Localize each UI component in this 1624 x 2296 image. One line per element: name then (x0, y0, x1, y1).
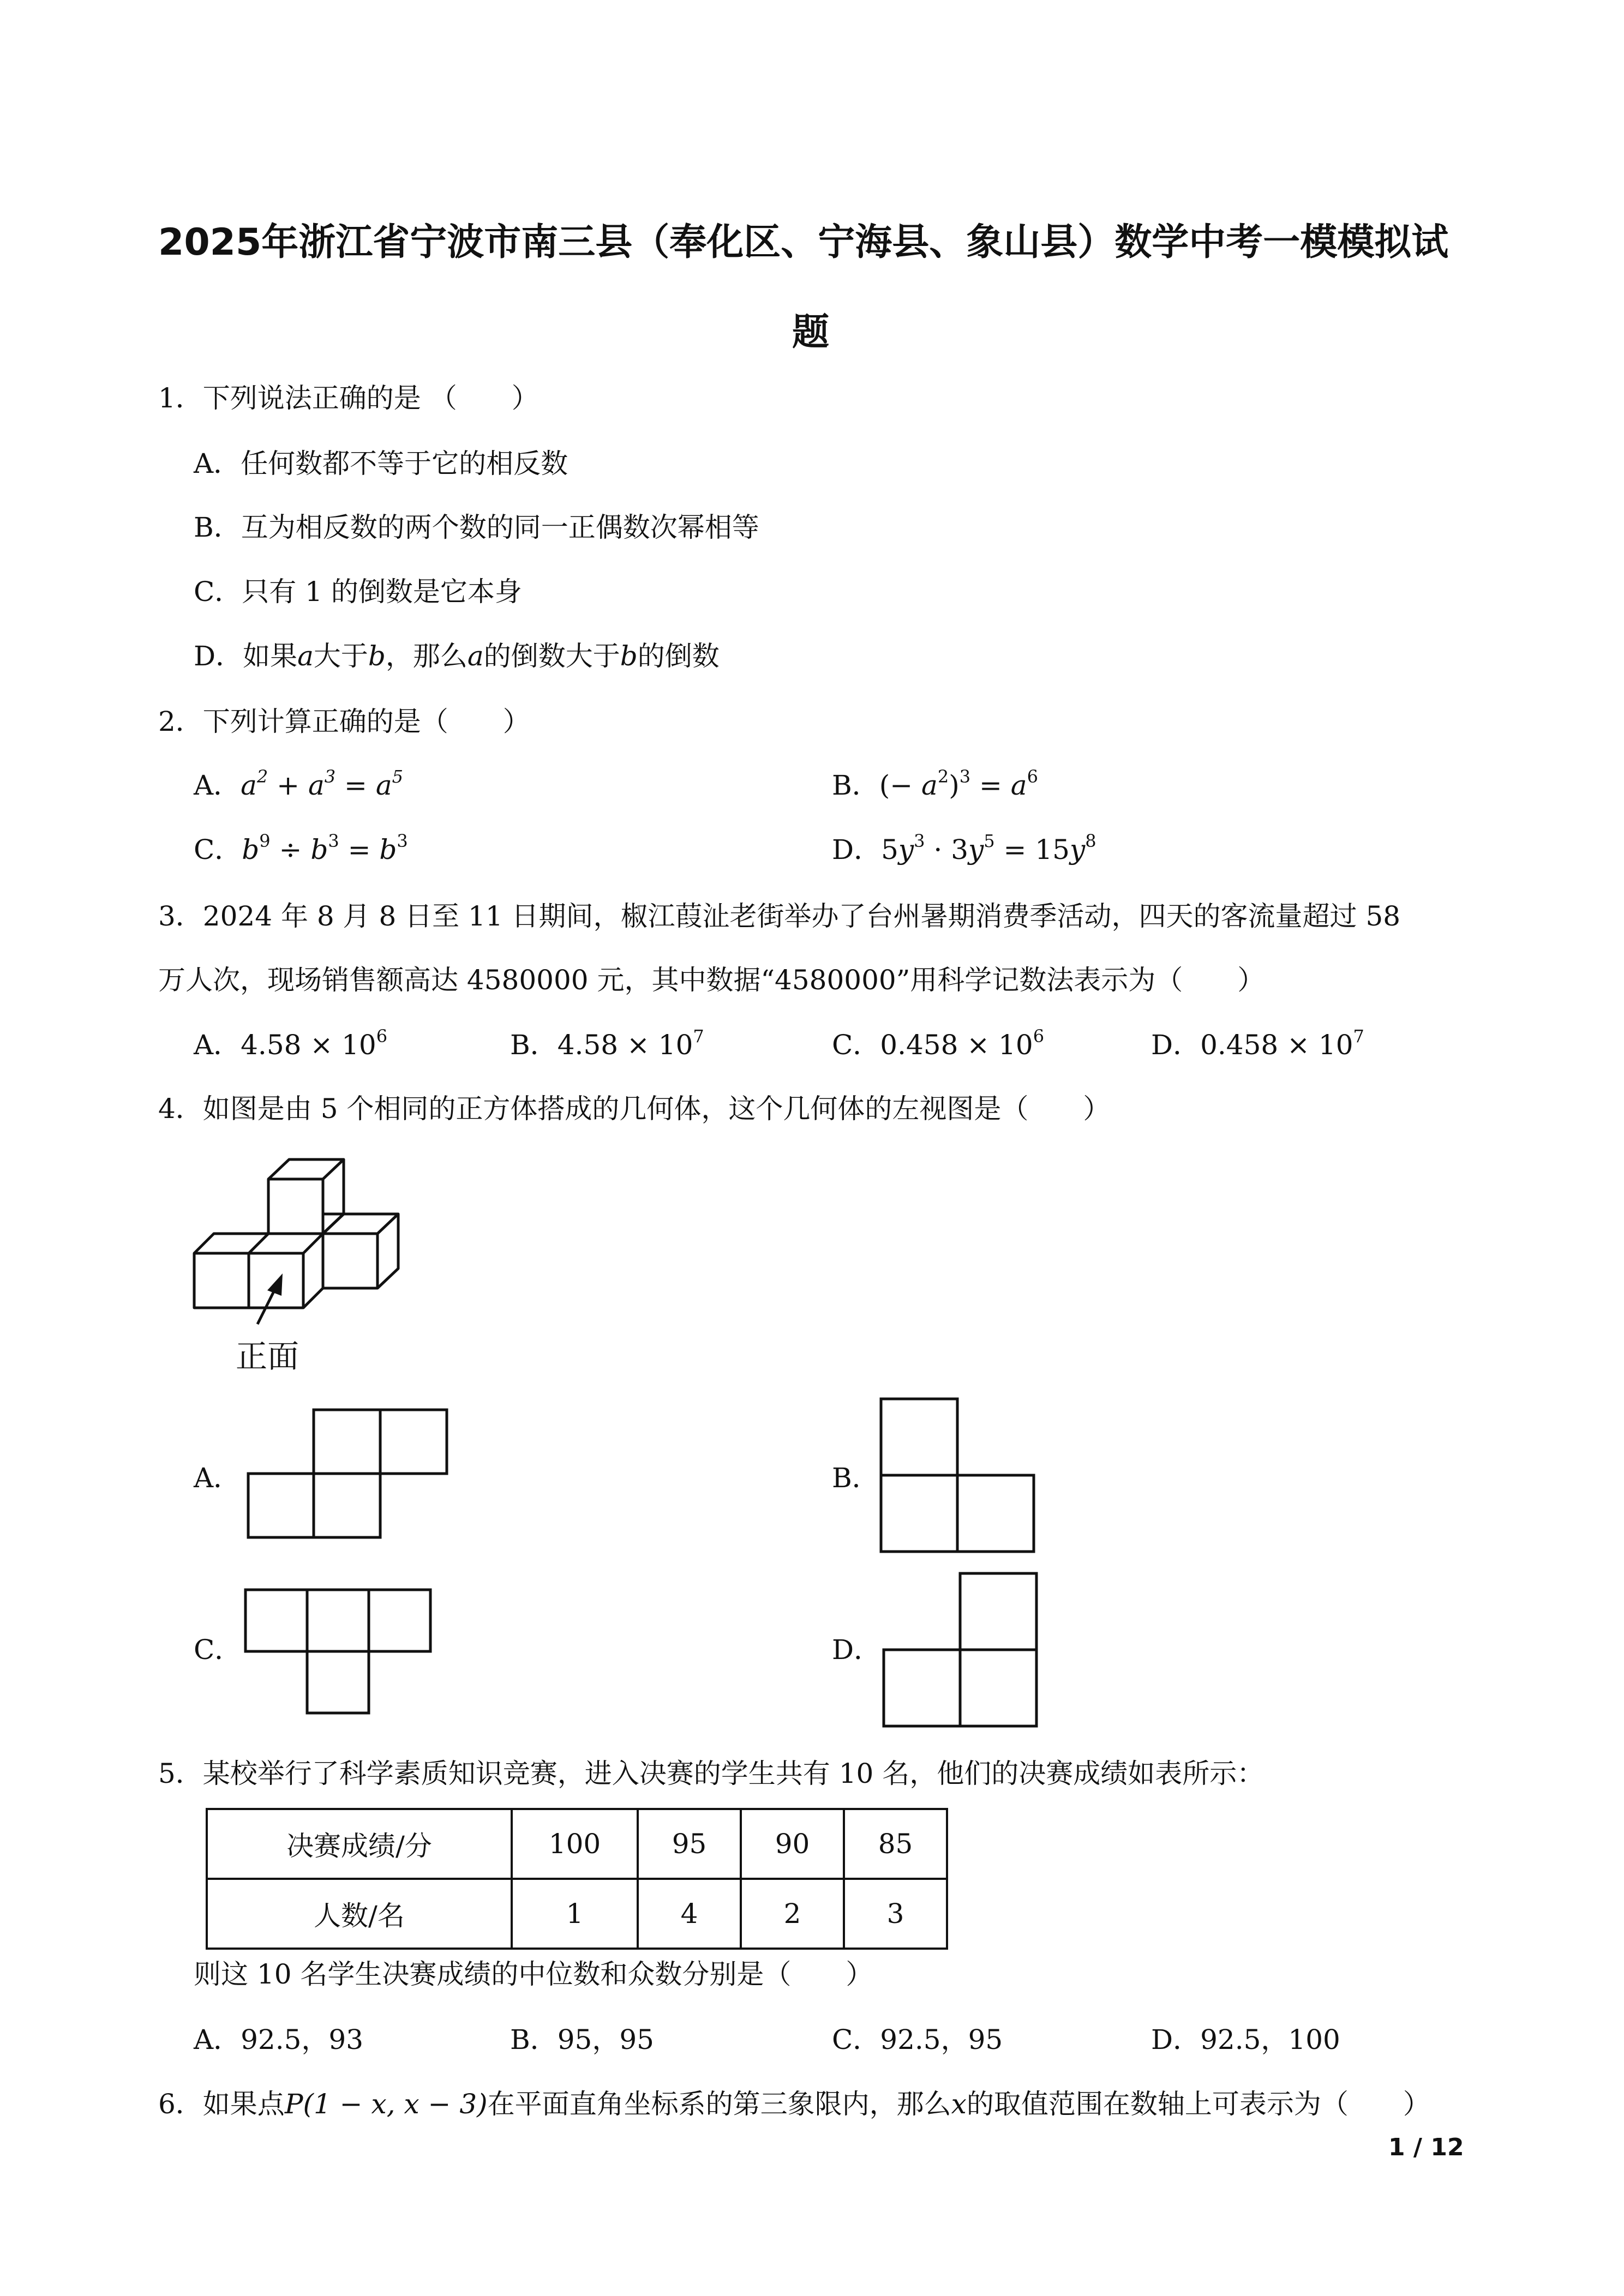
q6-text: 在平面直角坐标系的第三象限内，那么 (487, 2088, 951, 2120)
q2-option-c (194, 833, 408, 866)
page-title-line2: 题 (792, 311, 830, 354)
q3-a-label: A． (194, 1029, 241, 1061)
q3-b-value: 4.58 × 10 (557, 1029, 693, 1061)
table-cell: 85 (844, 1809, 947, 1879)
q4-option-d-figure (881, 1571, 1045, 1734)
q4-option-b-label: B． (832, 1462, 879, 1494)
q5-stem: 5．某校举行了科学素质知识竞赛，进入决赛的学生共有 10 名，他们的决赛成绩如表所示： (158, 1758, 1265, 1789)
table-cell: 100 (512, 1809, 638, 1879)
q1-d-text: ，那么 (385, 640, 468, 672)
page-number: 1 / 12 (1388, 2133, 1464, 2161)
q6-var: x (951, 2088, 967, 2120)
table-row (207, 1809, 947, 1879)
q3-option-a (194, 1026, 388, 1061)
q3-b-label: B． (510, 1029, 558, 1061)
q2-b-expr: (− $a^2)^3 = a^6$ (879, 766, 1038, 801)
q3-line1: 3．2024 年 8 月 8 日至 11 日期间，椒江葭沚老街举办了台州暑期消费季活动，四天的客流量超过 58 (158, 900, 1401, 932)
q2-option-b (832, 766, 1038, 802)
q3-option-d (1151, 1026, 1364, 1061)
q6-text: 的取值范围在数轴上可表示为（ ） (966, 2088, 1430, 2120)
q3-option-c (832, 1026, 1045, 1061)
q4-option-d-label: D． (832, 1634, 882, 1666)
q6-text: 6．如果点 (158, 2088, 285, 2120)
q1-d-var-b: b (368, 640, 386, 672)
q1-option-c: C．只有 1 的倒数是它本身 (194, 576, 522, 608)
q2-a-label: A． (194, 770, 241, 801)
q4-option-a-figure (245, 1407, 453, 1543)
q3-d-label: D． (1151, 1029, 1201, 1061)
q1-option-a: A．任何数都不等于它的相反数 (194, 448, 568, 479)
q3-d-exp: 7 (1353, 1026, 1364, 1047)
q4-option-b-figure (878, 1396, 1042, 1560)
q3-c-exp: 6 (1033, 1026, 1045, 1047)
table-row (207, 1879, 947, 1949)
q4-option-c-figure (243, 1587, 439, 1718)
q6-coords: (1 − x, x − 3) (303, 2088, 488, 2120)
q1-option-b: B．互为相反数的两个数的同一正偶数次幂相等 (194, 512, 759, 543)
cube-figure (191, 1156, 409, 1336)
q3-a-exp: 6 (376, 1026, 388, 1047)
q3-a-value: 4.58 × 10 (241, 1029, 376, 1061)
q2-c-expr: $b^9 \div b^3 = b^3$ (242, 831, 408, 865)
table-cell: 95 (638, 1809, 741, 1879)
q3-b-exp: 7 (693, 1026, 704, 1047)
score-table (206, 1808, 948, 1950)
q6-stem (158, 2088, 1430, 2120)
q3-c-value: 0.458 × 10 (880, 1029, 1033, 1061)
q3-d-value: 0.458 × 10 (1200, 1029, 1353, 1061)
table-cell: 90 (741, 1809, 844, 1879)
q3-line2: 万人次，现场销售额高达 4580000 元，其中数据“4580000”用科学记数法表示为（ ） (158, 964, 1265, 996)
q2-d-expr: $5y^3 \cdot 3y^5 = 15y^8$ (881, 831, 1096, 865)
table-cell: 3 (844, 1879, 947, 1949)
q5-option-c: C．92.5，95 (832, 2024, 1003, 2055)
q2-a-expr: $a^2 + a^3 = a^5$ (241, 766, 403, 801)
q4-option-a-label: A． (194, 1462, 241, 1494)
q5-option-b: B．95，95 (510, 2024, 654, 2055)
q5-option-a: A．92.5，93 (194, 2024, 364, 2055)
q1-d-text: 的倒数大于 (483, 640, 620, 672)
q6-point: P (284, 2088, 303, 2120)
q5-question: 则这 10 名学生决赛成绩的中位数和众数分别是（ ） (194, 1958, 873, 1990)
q3-option-b (510, 1026, 704, 1061)
q2-option-a (194, 766, 403, 802)
q4-stem: 4．如图是由 5 个相同的正方体搭成的几何体，这个几何体的左视图是（ ） (158, 1093, 1111, 1125)
q1-stem: 1．下列说法正确的是 （ ） (158, 382, 539, 414)
q2-c-label: C． (194, 834, 242, 865)
q5-option-d: D．92.5，100 (1151, 2024, 1340, 2055)
front-label: 正面 (236, 1338, 299, 1375)
page-title-line1: 2025年浙江省宁波市南三县（奉化区、宁海县、象山县）数学中考一模模拟试 (158, 221, 1449, 264)
q4-option-c-label: C． (194, 1634, 242, 1666)
q2-option-d (832, 833, 1096, 866)
q2-b-label: B． (832, 770, 879, 801)
table-cell: 1 (512, 1879, 638, 1949)
table-header-cell: 人数/名 (207, 1879, 512, 1949)
q1-d-text: 大于 (313, 640, 368, 672)
q2-stem: 2．下列计算正确的是（ ） (158, 706, 530, 737)
table-header-cell: 决赛成绩/分 (207, 1809, 512, 1879)
q1-d-text: 的倒数 (637, 640, 720, 672)
q1-d-var-a: a (467, 640, 484, 672)
q1-d-var-b: b (620, 640, 638, 672)
q1-option-d (194, 640, 720, 672)
q1-d-var-a: a (297, 640, 314, 672)
table-cell: 4 (638, 1879, 741, 1949)
q2-d-label: D． (832, 834, 882, 865)
q3-c-label: C． (832, 1029, 880, 1061)
table-cell: 2 (741, 1879, 844, 1949)
q1-d-text: D．如果 (194, 640, 298, 672)
